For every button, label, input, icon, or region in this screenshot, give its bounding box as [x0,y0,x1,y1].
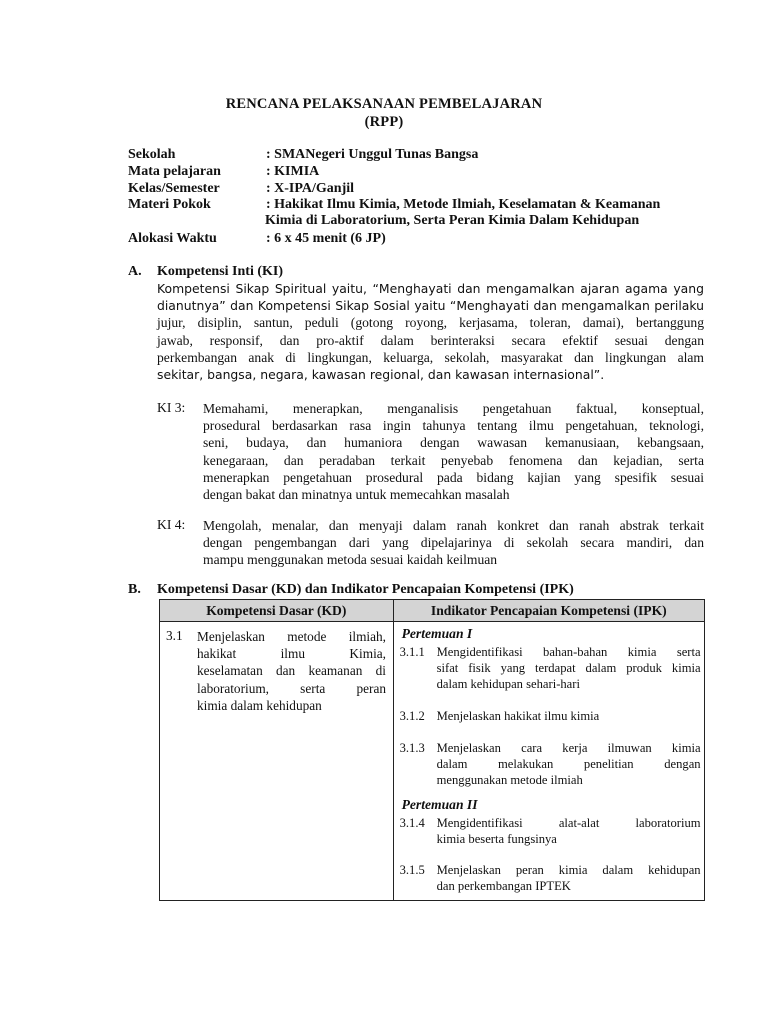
paragraph-line: dianutnya” dan Kompetensi Sikap Sosial yaitu “Menghayati dan mengamalkan perilaku [157,298,704,314]
document-title: RENCANA PELAKSANAAN PEMBELAJARAN [225,96,543,112]
paragraph-line: sekitar, bangsa, negara, kawasan regional, dan kawasan internasional”. [157,367,605,383]
indicator-line: Mengidentifikasi bahan-bahan kimia serta [436,645,701,659]
table-header-ipk: Indikator Pencapaian Kompetensi (IPK) [393,600,704,622]
paragraph-line: dengan bakat dan minatnya untuk memecahkan masalah [203,487,510,503]
indicator-text [437,815,701,847]
ki-intro-paragraph [157,280,704,383]
meeting-title: Pertemuan I [401,626,473,641]
section-title: Kompetensi Dasar (KD) dan Indikator Pencapaian Kompetensi (IPK) [157,582,574,597]
kd-line: laboratorium, serta peran [197,680,386,696]
identity-label: Mata pelajaran [128,164,221,179]
indicator-line: Menjelaskan hakikat ilmu kimia [436,709,600,723]
paragraph-line: kenegaraan, dan peradaban terkait penyebab fenomena dan kejadian, serta [203,452,704,468]
table-header-row [160,600,705,622]
kd-line: Menjelaskan metode ilmiah, [197,629,386,644]
identity-value: : X-IPA/Ganjil [266,181,355,196]
identity-label: Sekolah [128,147,176,162]
indicator-text [437,740,701,789]
ki3-label: KI 3: [157,400,186,415]
kd-line: hakikat ilmu Kimia, [197,646,386,662]
identity-value: : KIMIA [266,164,320,179]
indicator-line: dalam melakukan penelitian dengan [436,757,701,772]
paragraph-line: seni, budaya, dan humaniora dengan wawasan kemanusiaan, kebangsaan, [203,435,704,451]
paragraph-line: Mengolah, menalar, dan menyaji dalam ranah konkret dan ranah abstrak terkait [203,518,704,533]
section-letter: B. [128,582,141,597]
paragraph-line: perkembangan anak di lingkungan, keluarga, sekolah, masyarakat dan lingkungan alam [157,349,704,365]
identity-label: Materi Pokok [128,197,211,212]
indicator-number: 3.1.5 [399,863,425,877]
indicator-line: Menjelaskan cara kerja ilmuwan kimia [436,741,701,755]
table-header-kd: Kompetensi Dasar (KD) [160,600,394,622]
paragraph-line: prosedural berdasarkan rasa ingin tahunya tentang ilmu pengetahuan, teknologi, [203,418,704,434]
ki3-text [203,400,704,503]
indicator-text [437,862,701,894]
indicator-number: 3.1.3 [399,741,425,755]
kd-line: kimia dalam kehidupan [197,697,322,713]
identity-value-continuation: Kimia di Laboratorium, Serta Peran Kimia Dalam Kehidupan [265,213,640,228]
section-title: Kompetensi Inti (KI) [157,264,283,279]
identity-value: : Hakikat Ilmu Kimia, Metode Ilmiah, Keselamatan & Keamanan [266,197,661,212]
indicator-line: sifat fisik yang terdapat dalam produk kimia [436,661,701,676]
paragraph-line: jujur, disiplin, santun, peduli (gotong royong, kerjasama, toleran, damai), bertanggung [157,315,704,331]
ipk-cell-content [394,622,704,900]
indicator-line: menggunakan metode ilmiah [436,773,583,788]
kd-ipk-table [159,599,705,901]
document-subtitle: (RPP) [364,114,404,130]
ki4-label: KI 4: [157,517,186,532]
section-letter: A. [128,264,142,279]
indicator-number: 3.1.1 [399,645,425,659]
table-row [160,622,705,901]
indicator-number: 3.1.2 [399,709,425,723]
indicator-line: Mengidentifikasi alat-alat laboratorium [436,816,701,830]
identity-value: : 6 x 45 menit (6 JP) [266,231,386,246]
indicator-number: 3.1.4 [399,816,425,830]
paragraph-line: Memahami, menerapkan, menganalisis pengetahuan faktual, konseptual, [203,401,704,416]
meeting-title: Pertemuan II [401,797,478,812]
kd-cell [160,622,394,901]
identity-value: : SMANegeri Unggul Tunas Bangsa [266,147,479,162]
identity-label: Alokasi Waktu [128,231,217,246]
indicator-line: dalam kehidupan sehari-hari [436,677,580,692]
indicator-line: kimia beserta fungsinya [436,832,557,847]
identity-label: Kelas/Semester [128,181,220,196]
indicator-line: dan perkembangan IPTEK [436,879,571,894]
kd-cell-content [160,622,393,900]
indicator-line: Menjelaskan peran kimia dalam kehidupan [436,863,701,877]
kd-line: keselamatan dan keamanan di [197,663,386,679]
ipk-cell [393,622,704,901]
paragraph-line: dengan pengembangan dari yang dipelajarinya di sekolah secara mandiri, dan [203,535,704,551]
kd-text [197,628,386,714]
paragraph-line: jawab, responsif, dan pro-aktif dalam berinteraksi secara efektif sesuai dengan [157,332,704,348]
indicator-text [437,708,701,724]
paragraph-line: mampu menggunakan metoda sesuai kaidah keilmuan [203,552,498,568]
kd-number: 3.1 [166,628,183,643]
paragraph-line: menerapkan pengetahuan prosedural pada bidang kajian yang spesifik sesuai [203,469,704,485]
indicator-text [437,644,701,693]
paragraph-line: Kompetensi Sikap Spiritual yaitu, “Menghayati dan mengamalkan ajaran agama yang [157,281,704,296]
ki4-text [203,517,704,569]
